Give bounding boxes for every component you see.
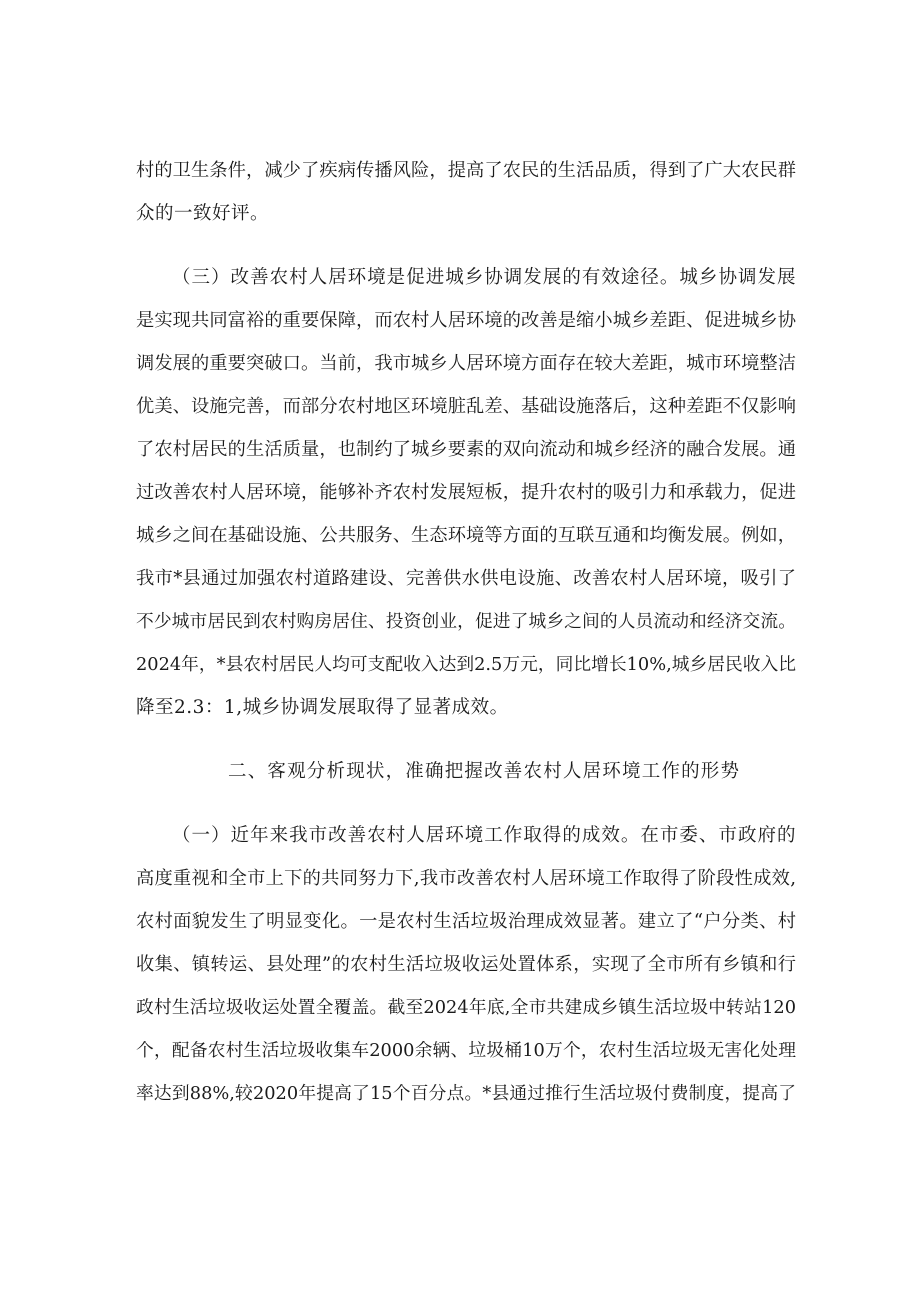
paragraph-line: 优美、设施完善，而部分农村地区环境脏乱差、基础设施落后，这种差距不仅影响 bbox=[136, 396, 796, 417]
paragraph-line: 城乡之间在基础设施、公共服务、生态环境等方面的互联互通和均衡发展。例如， bbox=[136, 525, 796, 546]
paragraph-line: （三）改善农村人居环境是促进城乡协调发展的有效途径。城乡协调发展 bbox=[172, 267, 796, 288]
paragraph-line: 降至2.3：1,城乡协调发展取得了显著成效。 bbox=[136, 697, 509, 718]
paragraph-line: 政村生活垃圾收运处置全覆盖。截至2024年底,全市共建成乡镇生活垃圾中转站120 bbox=[136, 998, 796, 1018]
paragraph-line: 村的卫生条件，减少了疾病传播风险，提高了农民的生活品质，得到了广大农民群 bbox=[136, 160, 796, 181]
paragraph-line: 个，配备农村生活垃圾收集车2000余辆、垃圾桶10万个，农村生活垃圾无害化处理 bbox=[136, 1041, 796, 1061]
paragraph-line: 2024年，*县农村居民人均可支配收入达到2.5万元，同比增长10%,城乡居民收入比 bbox=[136, 655, 796, 675]
paragraph-line: 率达到88%,较2020年提高了15个百分点。*县通过推行生活垃圾付费制度，提高了 bbox=[136, 1084, 796, 1104]
paragraph-line: 农村面貌发生了明显变化。一是农村生活垃圾治理成效显著。建立了“户分类、村 bbox=[136, 911, 796, 932]
paragraph-line: 收集、镇转运、县处理”的农村生活垃圾收运处置体系，实现了全市所有乡镇和行 bbox=[136, 954, 796, 975]
paragraph-line: 高度重视和全市上下的共同努力下,我市改善农村人居环境工作取得了阶段性成效, bbox=[136, 868, 796, 889]
paragraph-line: （一）近年来我市改善农村人居环境工作取得的成效。在市委、市政府的 bbox=[172, 825, 796, 846]
paragraph-line: 不少城市居民到农村购房居住、投资创业，促进了城乡之间的人员流动和经济交流。 bbox=[136, 612, 796, 632]
section-heading: 二、客观分析现状，准确把握改善农村人居环境工作的形势 bbox=[228, 761, 741, 782]
paragraph-line: 了农村居民的生活质量，也制约了城乡要素的双向流动和城乡经济的融合发展。通 bbox=[136, 439, 796, 460]
paragraph-line: 是实现共同富裕的重要保障，而农村人居环境的改善是缩小城乡差距、促进城乡协 bbox=[136, 310, 796, 331]
paragraph-line: 众的一致好评。 bbox=[136, 203, 270, 224]
paragraph-line: 调发展的重要突破口。当前，我市城乡人居环境方面存在较大差距，城市环境整洁 bbox=[136, 353, 796, 374]
paragraph-line: 过改善农村人居环境，能够补齐农村发展短板，提升农村的吸引力和承载力，促进 bbox=[136, 482, 796, 503]
paragraph-line: 我市*县通过加强农村道路建设、完善供水供电设施、改善农村人居环境，吸引了 bbox=[136, 568, 796, 589]
